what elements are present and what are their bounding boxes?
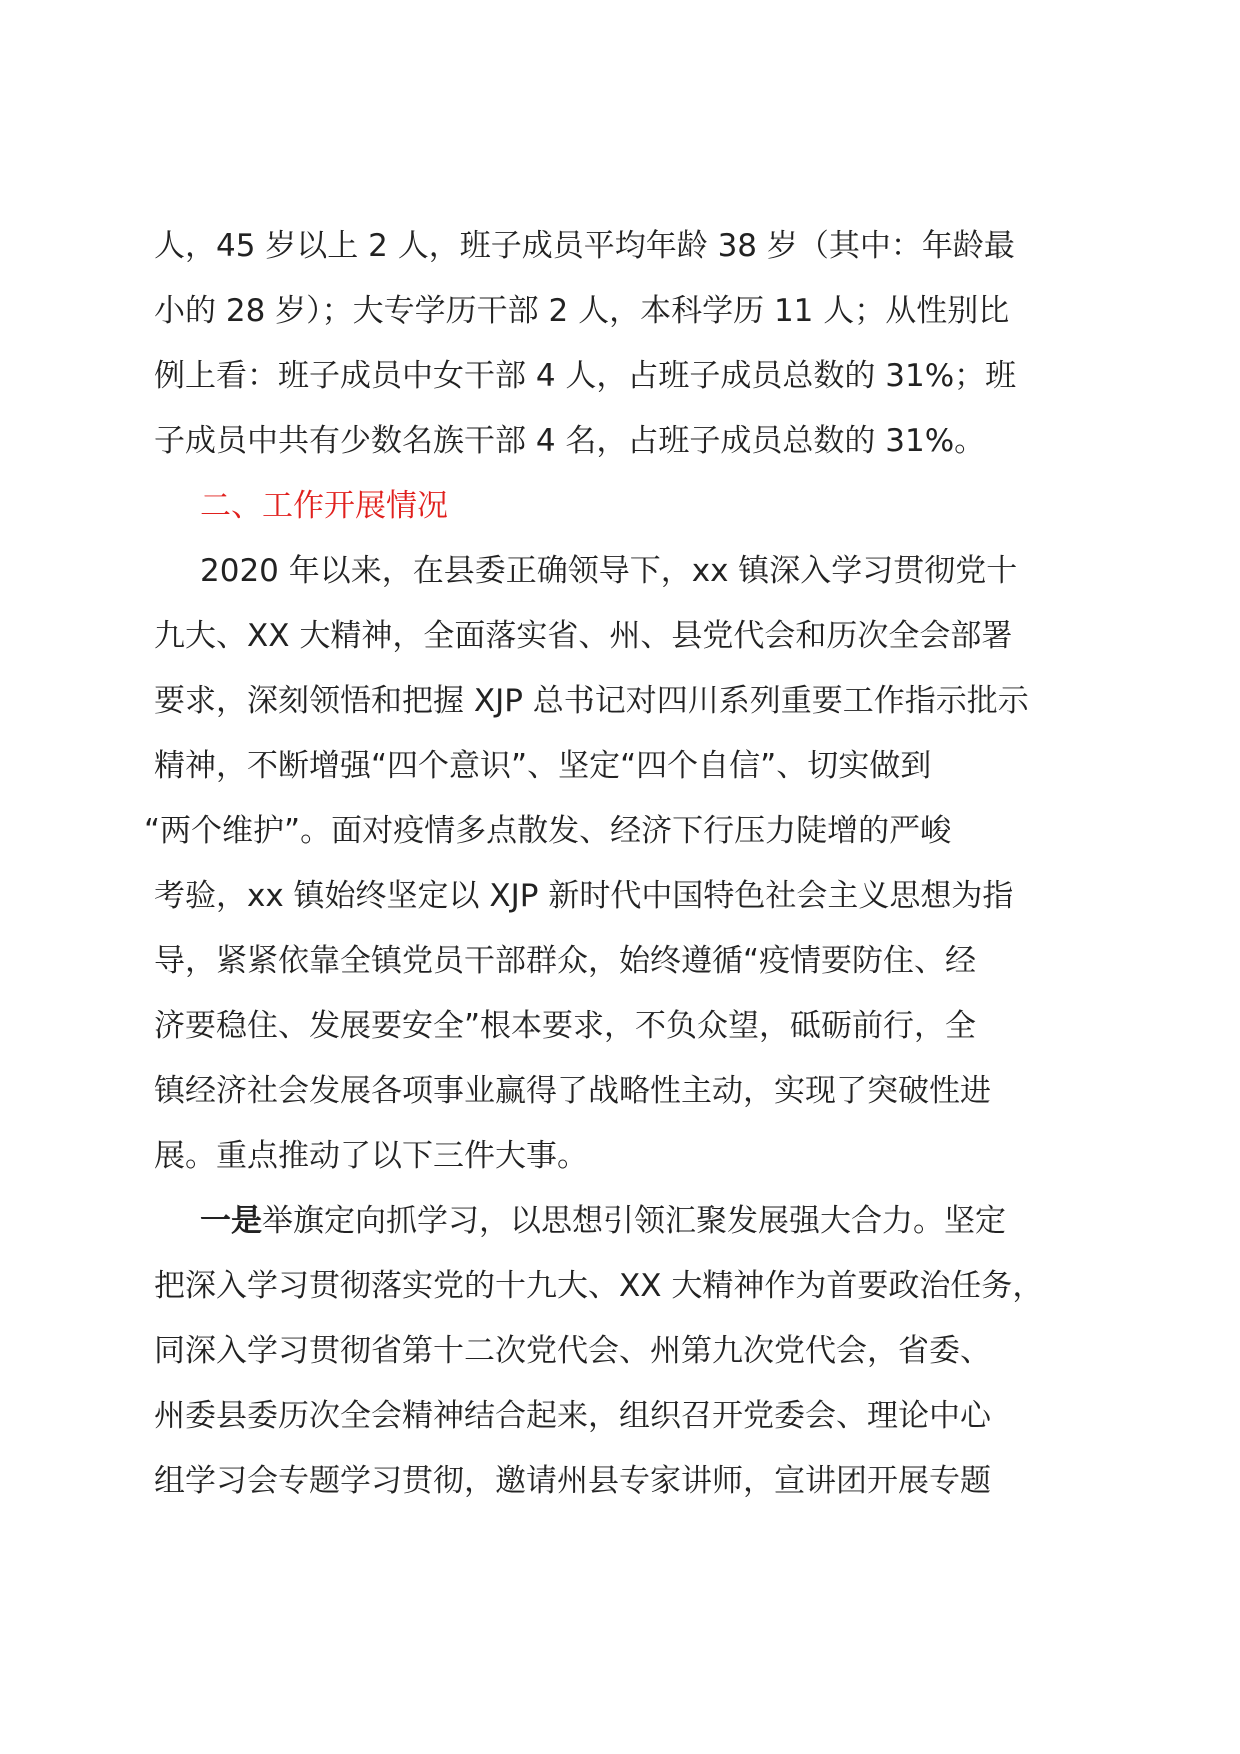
- paragraph-line: 要求，深刻领悟和把握 XJP 总书记对四川系列重要工作指示批示: [154, 683, 1029, 719]
- paragraph-line: 济要稳住、发展要安全”根本要求，不负众望，砥砺前行，全: [154, 1008, 977, 1044]
- section-heading: 二、工作开展情况: [200, 488, 448, 524]
- paragraph-line: 导，紧紧依靠全镇党员干部群众，始终遵循“疫情要防住、经: [154, 943, 977, 979]
- paragraph-line: 2020 年以来，在县委正确领导下，xx 镇深入学习贯彻党十: [200, 553, 1018, 589]
- paragraph-line: 九大、XX 大精神，全面落实省、州、县党代会和历次全会部署: [154, 618, 1013, 654]
- paragraph-line: 人，45 岁以上 2 人，班子成员平均年龄 38 岁（其中：年龄最: [154, 228, 1015, 264]
- paragraph-line: [200, 1201, 1006, 1241]
- paragraph-line: 精神，不断增强“四个意识”、坚定“四个自信”、切实做到: [154, 748, 932, 784]
- paragraph-line: 同深入学习贯彻省第十二次党代会、州第九次党代会，省委、: [154, 1333, 991, 1369]
- paragraph-line: 考验，xx 镇始终坚定以 XJP 新时代中国特色社会主义思想为指: [154, 878, 1014, 914]
- paragraph-line: 州委县委历次全会精神结合起来，组织召开党委会、理论中心: [154, 1398, 991, 1434]
- paragraph-line: 子成员中共有少数名族干部 4 名，占班子成员总数的 31%。: [154, 423, 986, 459]
- bold-lead: 一是: [200, 1203, 262, 1239]
- lead-rest: 举旗定向抓学习，以思想引领汇聚发展强大合力。坚定: [262, 1203, 1006, 1239]
- paragraph-line: 组学习会专题学习贯彻，邀请州县专家讲师，宣讲团开展专题: [154, 1463, 991, 1499]
- paragraph-line: 小的 28 岁）；大专学历干部 2 人，本科学历 11 人；从性别比: [154, 293, 1010, 329]
- paragraph-line: 镇经济社会发展各项事业赢得了战略性主动，实现了突破性进: [154, 1073, 991, 1109]
- paragraph-line: 例上看：班子成员中女干部 4 人，占班子成员总数的 31%；班: [154, 358, 1017, 394]
- paragraph-line: 展。重点推动了以下三件大事。: [154, 1138, 588, 1174]
- paragraph-line: “两个维护”。面对疫情多点散发、经济下行压力陡增的严峻: [144, 813, 952, 849]
- paragraph-line: 把深入学习贯彻落实党的十九大、XX 大精神作为首要政治任务，: [154, 1268, 1044, 1304]
